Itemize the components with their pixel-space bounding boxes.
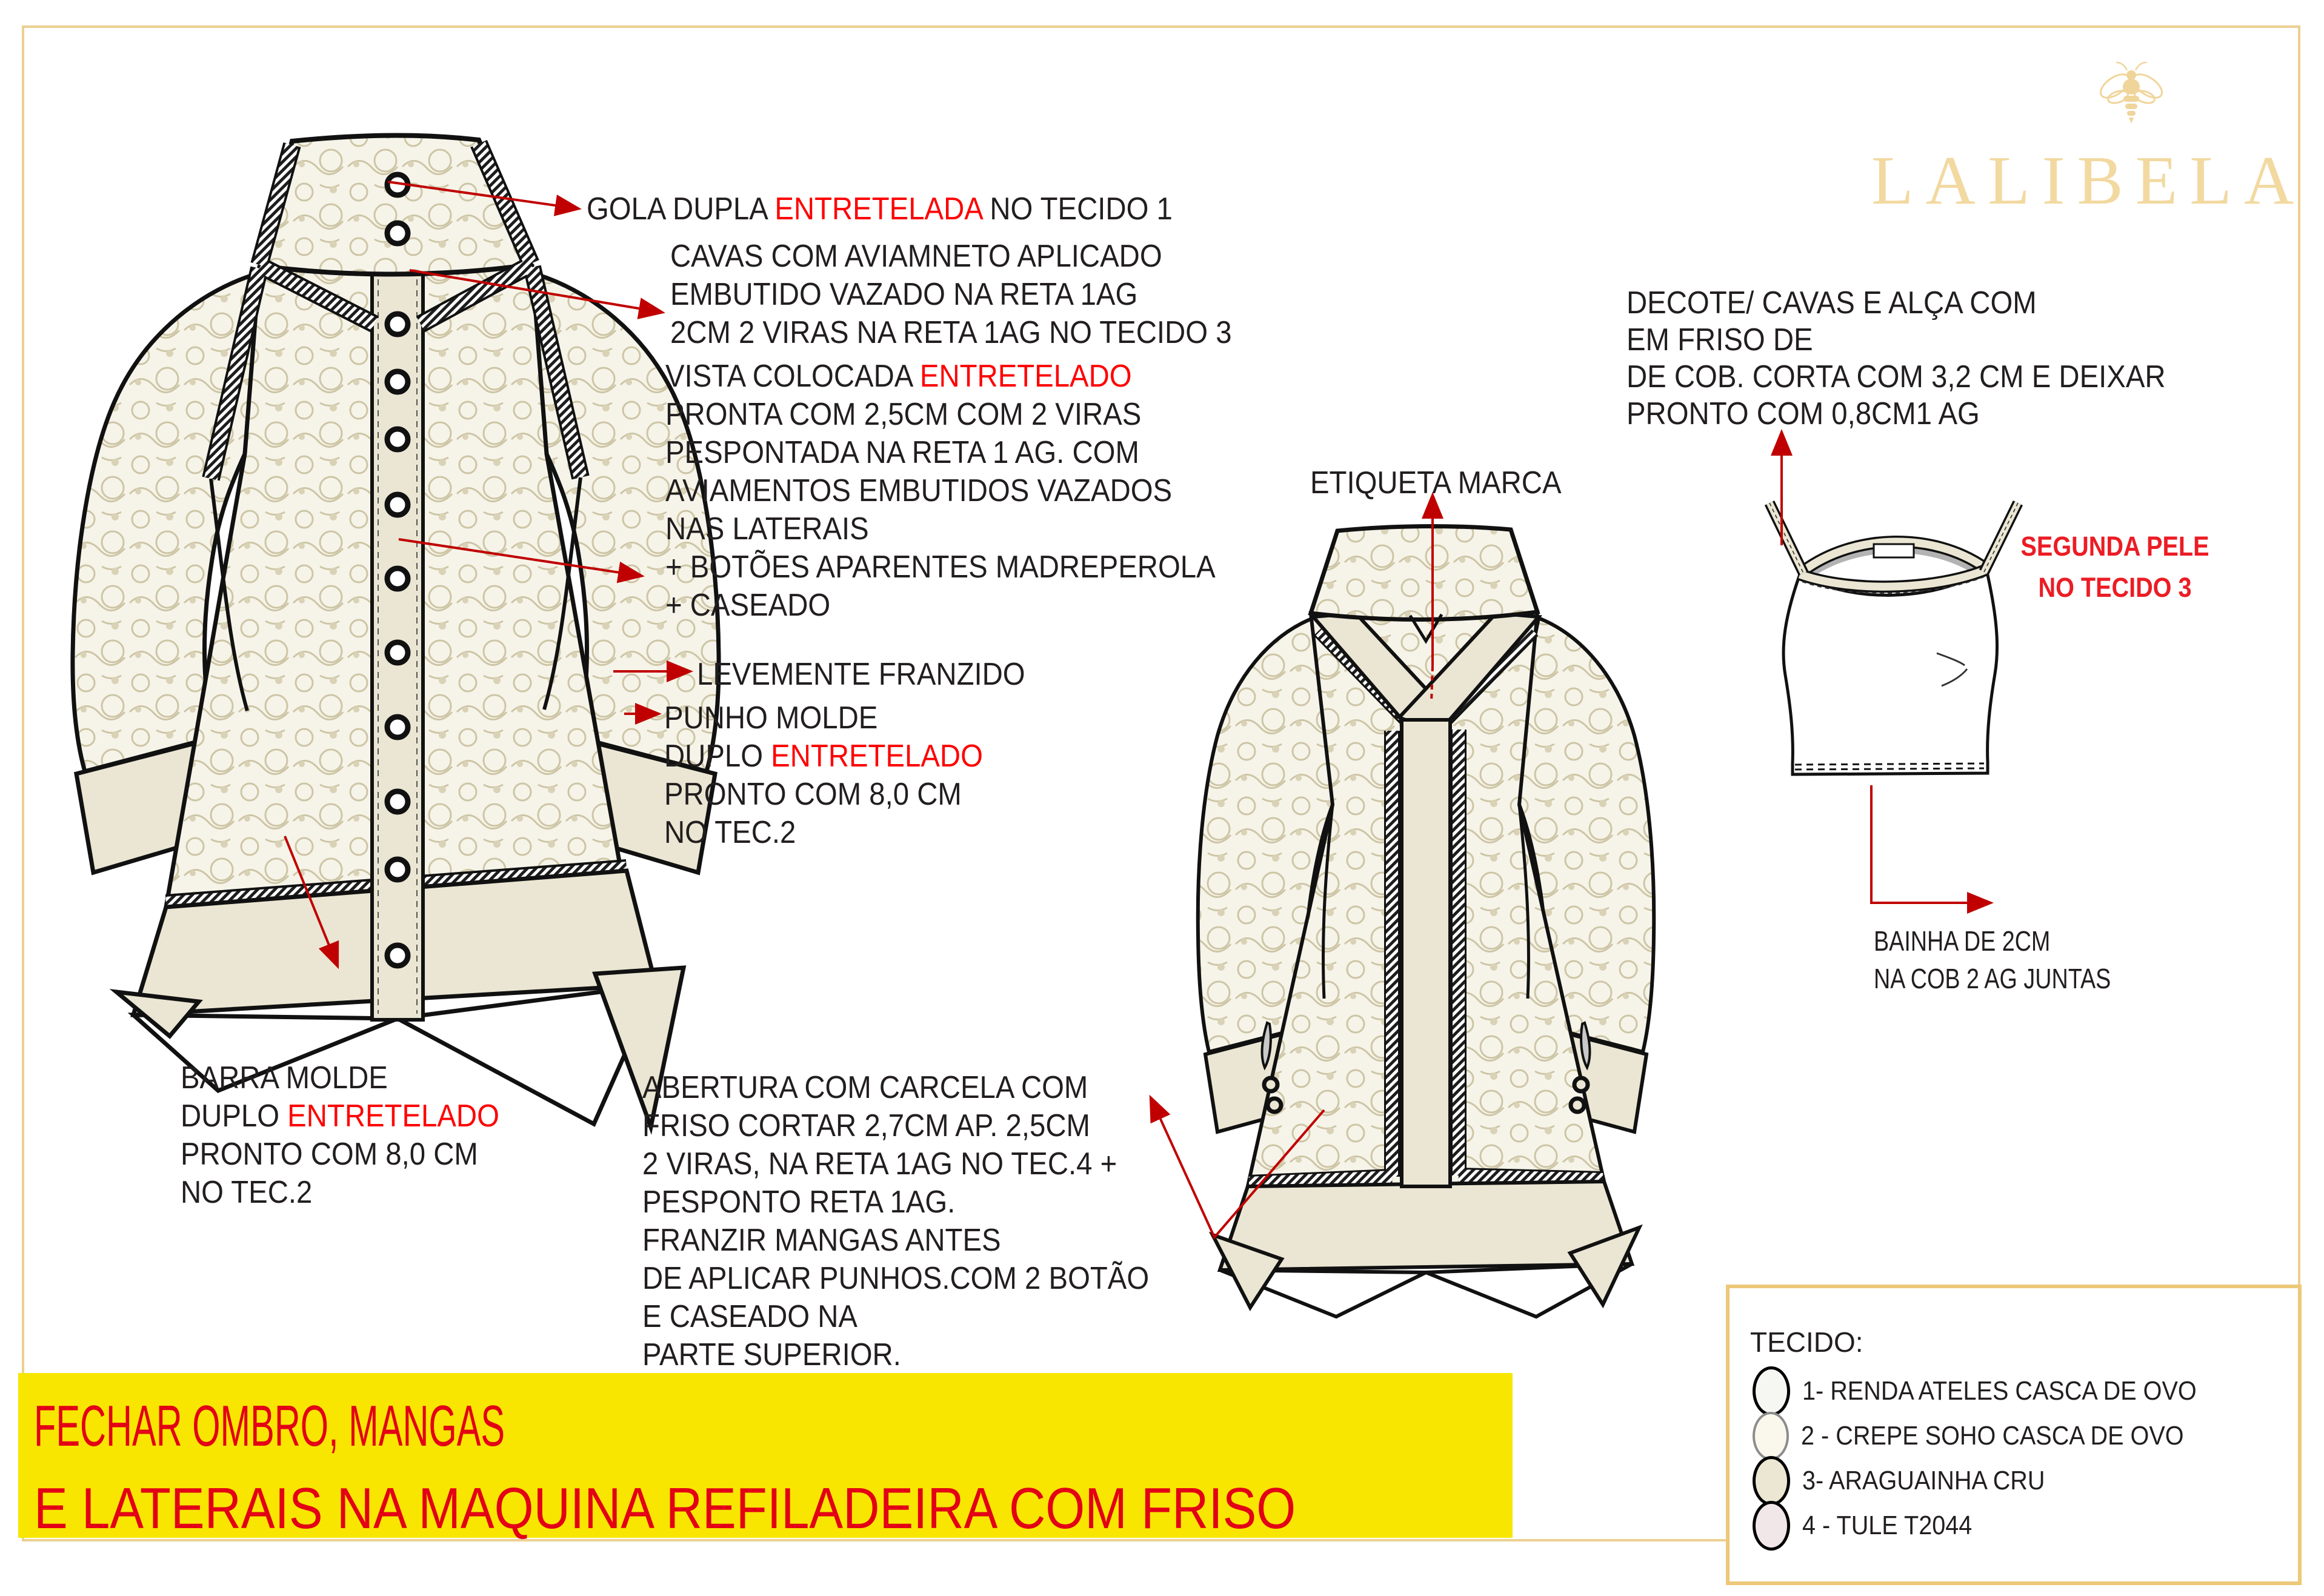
- cavas-line: 2CM 2 VIRAS NA RETA 1AG NO TECIDO 3: [670, 315, 1232, 350]
- barra-line: BARRA MOLDE: [181, 1060, 388, 1096]
- abertura-line: PESPONTO RETA 1AG.: [642, 1185, 956, 1220]
- bainha-line: NA COB 2 AG JUNTAS: [1874, 963, 2111, 994]
- levemente-text: LEVEMENTE FRANZIDO: [697, 657, 1025, 692]
- fabric-swatch-1: [1753, 1366, 1790, 1416]
- barra-line: PRONTO COM 8,0 CM: [181, 1137, 478, 1172]
- vista-line: + BOTÕES APARENTES MADREPEROLA: [665, 550, 1216, 585]
- decote-line: PRONTO COM 0,8CM1 AG: [1626, 396, 1980, 431]
- abertura-line: 2 VIRAS, NA RETA 1AG NO TEC.4 +: [642, 1146, 1117, 1182]
- arrow-cavas: [410, 270, 661, 312]
- brand-wordmark: LALIBELA: [1871, 142, 2306, 219]
- annotation-abertura: [642, 1069, 1199, 1374]
- annotation-bainha: [1874, 922, 2163, 997]
- arrow-barra: [285, 836, 337, 965]
- legend-row: [1753, 1458, 2072, 1504]
- vista-line: PESPONTADA NA RETA 1 AG. COM: [665, 435, 1139, 470]
- arrow-etiqueta-tail: [1431, 667, 1433, 703]
- banner-line: FECHAR OMBRO, MANGAS: [34, 1394, 505, 1458]
- fabric-swatch-3: [1753, 1456, 1790, 1506]
- legend-row: [1753, 1503, 1991, 1549]
- punho-line: PUNHO MOLDE: [664, 700, 878, 736]
- annotation-gola: [587, 190, 1230, 228]
- legend-label: 2 - CREPE SOHO CASCA DE OVO: [1801, 1421, 2184, 1451]
- vista-line: VISTA COLOCADA: [665, 359, 920, 394]
- legend-label: 3- ARAGUAINHA CRU: [1802, 1466, 2045, 1495]
- legend-title: TECIDO:: [1750, 1326, 1863, 1358]
- legend-row: [1753, 1368, 2240, 1414]
- segunda-line: NO TECIDO 3: [2038, 572, 2192, 603]
- segunda-line: SEGUNDA PELE: [2020, 531, 2209, 562]
- legend-label: 4 - TULE T2044: [1802, 1511, 1973, 1540]
- arrow-bainha: [1871, 785, 1989, 903]
- decote-line: DECOTE/ CAVAS E ALÇA COM: [1626, 285, 2037, 321]
- legend-label: 1- RENDA ATELES CASCA DE OVO: [1802, 1376, 2197, 1406]
- abertura-line: DE APLICAR PUNHOS.COM 2 BOTÃO: [642, 1261, 1150, 1296]
- punho-line: NO TEC.2: [664, 815, 796, 850]
- vista-line: AVIAMENTOS EMBUTIDOS VAZADOS: [665, 473, 1173, 508]
- gola-text-2: NO TECIDO 1: [982, 191, 1173, 227]
- cavas-line: EMBUTIDO VAZADO NA RETA 1AG: [670, 277, 1138, 312]
- abertura-line: PARTE SUPERIOR.: [642, 1337, 901, 1372]
- barra-line: DUPLO: [181, 1099, 288, 1134]
- vista-line: PRONTA COM 2,5CM COM 2 VIRAS: [665, 397, 1142, 432]
- arrow-gola: [388, 182, 577, 208]
- decote-line: EM FRISO DE: [1626, 322, 1813, 357]
- punho-red-text: ENTRETELADO: [771, 739, 983, 774]
- banner-line: E LATERAIS NA MAQUINA REFILADEIRA COM FRISO: [34, 1476, 1296, 1541]
- punho-line: DUPLO: [664, 739, 771, 774]
- vista-red-text: ENTRETELADO: [919, 359, 1132, 394]
- gola-red-text: ENTRETELADA: [774, 191, 982, 227]
- bee-icon: [2098, 59, 2165, 133]
- decote-line: DE COB. CORTA COM 3,2 CM E DEIXAR: [1626, 359, 2166, 394]
- annotation-levemente: [697, 656, 1057, 694]
- vista-line: NAS LATERAIS: [665, 511, 869, 547]
- etiqueta-text: ETIQUETA MARCA: [1310, 465, 1562, 500]
- abertura-line: ABERTURA COM CARCELA COM: [642, 1070, 1088, 1105]
- legend-row: [1753, 1413, 2226, 1459]
- vista-line: + CASEADO: [665, 588, 831, 623]
- gola-text: GOLA DUPLA: [587, 191, 775, 227]
- arrow-botoes: [399, 539, 640, 576]
- fabric-swatch-2: [1753, 1412, 1789, 1460]
- fabric-swatch-4: [1753, 1501, 1790, 1551]
- annotation-decote: [1626, 285, 2219, 433]
- annotation-segunda-pele: [2006, 526, 2224, 608]
- barra-line: NO TEC.2: [181, 1175, 313, 1210]
- cavas-line: CAVAS COM AVIAMNETO APLICADO: [670, 239, 1162, 274]
- annotation-etiqueta: [1310, 464, 1587, 502]
- punho-line: PRONTO COM 8,0 CM: [664, 777, 962, 812]
- annotation-vista: [665, 357, 1270, 625]
- abertura-line: FRISO CORTAR 2,7CM AP. 2,5CM: [642, 1108, 1090, 1143]
- annotation-cavas: [670, 238, 1287, 352]
- barra-red-text: ENTRETELADO: [287, 1099, 499, 1134]
- abertura-line: E CASEADO NA: [642, 1299, 857, 1334]
- bainha-line: BAINHA DE 2CM: [1874, 925, 2051, 957]
- annotation-punho: [664, 699, 1014, 852]
- abertura-line: FRANZIR MANGAS ANTES: [642, 1223, 1001, 1258]
- annotation-barra: [181, 1059, 531, 1212]
